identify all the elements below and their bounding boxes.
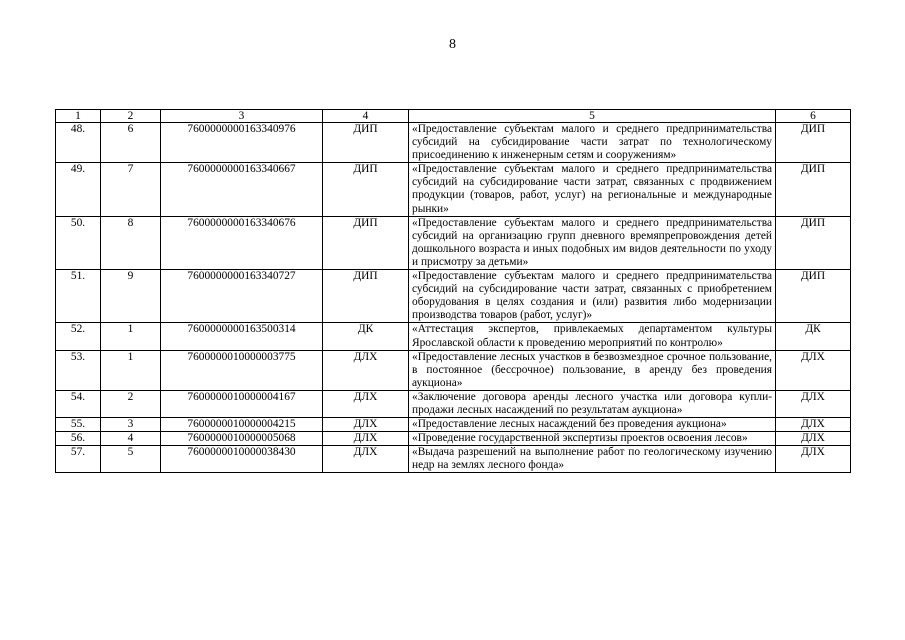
sub-number-cell: 8: [101, 216, 161, 269]
service-description-cell: «Аттестация экспертов, привлекаемых департаментом культуры Ярославской области к проведению мероприятий по контролю»: [409, 323, 776, 350]
sub-number-cell: 2: [101, 390, 161, 417]
responsible-cell: ДЛХ: [776, 390, 851, 417]
responsible-cell: ДИП: [776, 270, 851, 323]
sub-number-cell: 6: [101, 123, 161, 163]
row-number-cell: 55.: [56, 418, 101, 432]
page-number: 8: [449, 37, 456, 52]
service-description-cell: «Предоставление субъектам малого и среднего предпринимательства субсидий на организацию групп дневного времяпрепровождения детей дошкольного возраста и иных подобных им видов деятельности по уходу и присмотру за детьми»: [409, 216, 776, 269]
row-number-cell: 57.: [56, 446, 101, 473]
responsible-cell: ДИП: [776, 163, 851, 216]
department-cell: ДЛХ: [323, 390, 409, 417]
registry-code-cell: 7600000010000004167: [161, 390, 323, 417]
sub-number-cell: 3: [101, 418, 161, 432]
sub-number-cell: 4: [101, 432, 161, 446]
column-header: 2: [101, 110, 161, 123]
row-number-cell: 51.: [56, 270, 101, 323]
column-header: 5: [409, 110, 776, 123]
department-cell: ДИП: [323, 270, 409, 323]
row-number-cell: 54.: [56, 390, 101, 417]
registry-code-cell: 7600000010000005068: [161, 432, 323, 446]
column-header: 3: [161, 110, 323, 123]
registry-code-cell: 7600000000163340667: [161, 163, 323, 216]
registry-code-cell: 7600000010000004215: [161, 418, 323, 432]
sub-number-cell: 5: [101, 446, 161, 473]
row-number-cell: 50.: [56, 216, 101, 269]
sub-number-cell: 7: [101, 163, 161, 216]
service-description-cell: «Заключение договора аренды лесного участка или договора купли-продажи лесных насаждений по результатам аукциона»: [409, 390, 776, 417]
table-row: [56, 270, 851, 323]
table-row: [56, 216, 851, 269]
service-description-cell: «Предоставление субъектам малого и среднего предпринимательства субсидий на субсидирование части затрат по технологическому присоединению к инженерным сетям и сооружениям»: [409, 123, 776, 163]
column-header: 6: [776, 110, 851, 123]
responsible-cell: ДЛХ: [776, 350, 851, 390]
row-number-cell: 52.: [56, 323, 101, 350]
registry-code-cell: 7600000000163340727: [161, 270, 323, 323]
sub-number-cell: 9: [101, 270, 161, 323]
responsible-cell: ДК: [776, 323, 851, 350]
department-cell: ДЛХ: [323, 446, 409, 473]
responsible-cell: ДЛХ: [776, 418, 851, 432]
table-row: [56, 418, 851, 432]
registry-code-cell: 7600000010000038430: [161, 446, 323, 473]
column-header: 1: [56, 110, 101, 123]
department-cell: ДЛХ: [323, 432, 409, 446]
service-description-cell: «Предоставление лесных насаждений без проведения аукциона»: [409, 418, 776, 432]
department-cell: ДИП: [323, 216, 409, 269]
sub-number-cell: 1: [101, 323, 161, 350]
column-header: 4: [323, 110, 409, 123]
responsible-cell: ДЛХ: [776, 446, 851, 473]
table-row: [56, 123, 851, 163]
row-number-cell: 49.: [56, 163, 101, 216]
department-cell: ДЛХ: [323, 418, 409, 432]
service-description-cell: «Проведение государственной экспертизы проектов освоения лесов»: [409, 432, 776, 446]
table-row: [56, 163, 851, 216]
registry-code-cell: 7600000000163340976: [161, 123, 323, 163]
row-number-cell: 53.: [56, 350, 101, 390]
service-description-cell: «Предоставление субъектам малого и среднего предпринимательства субсидий на субсидирование части затрат, связанных с приобретением оборудования в целях создания и (или) развития либо модернизации производства товаров (работ, услуг)»: [409, 270, 776, 323]
service-description-cell: «Предоставление лесных участков в безвозмездное срочное пользование, в постоянное (бессрочное) пользование, в аренду без проведения аукциона»: [409, 350, 776, 390]
department-cell: ДИП: [323, 123, 409, 163]
department-cell: ДИП: [323, 163, 409, 216]
registry-code-cell: 7600000000163500314: [161, 323, 323, 350]
service-description-cell: «Предоставление субъектам малого и среднего предпринимательства субсидий на субсидирование части затрат, связанных с продвижением продукции (товаров, работ, услуг) на региональные и международные рынки»: [409, 163, 776, 216]
row-number-cell: 48.: [56, 123, 101, 163]
responsible-cell: ДИП: [776, 216, 851, 269]
table-header-row: [56, 110, 851, 123]
service-description-cell: «Выдача разрешений на выполнение работ по геологическому изучению недр на землях лесного фонда»: [409, 446, 776, 473]
department-cell: ДЛХ: [323, 350, 409, 390]
table-row: [56, 446, 851, 473]
table-row: [56, 390, 851, 417]
department-cell: ДК: [323, 323, 409, 350]
registry-code-cell: 7600000000163340676: [161, 216, 323, 269]
sub-number-cell: 1: [101, 350, 161, 390]
row-number-cell: 56.: [56, 432, 101, 446]
table-row: [56, 432, 851, 446]
table-row: [56, 350, 851, 390]
responsible-cell: ДИП: [776, 123, 851, 163]
services-table: [55, 109, 851, 473]
registry-code-cell: 7600000010000003775: [161, 350, 323, 390]
responsible-cell: ДЛХ: [776, 432, 851, 446]
table-row: [56, 323, 851, 350]
